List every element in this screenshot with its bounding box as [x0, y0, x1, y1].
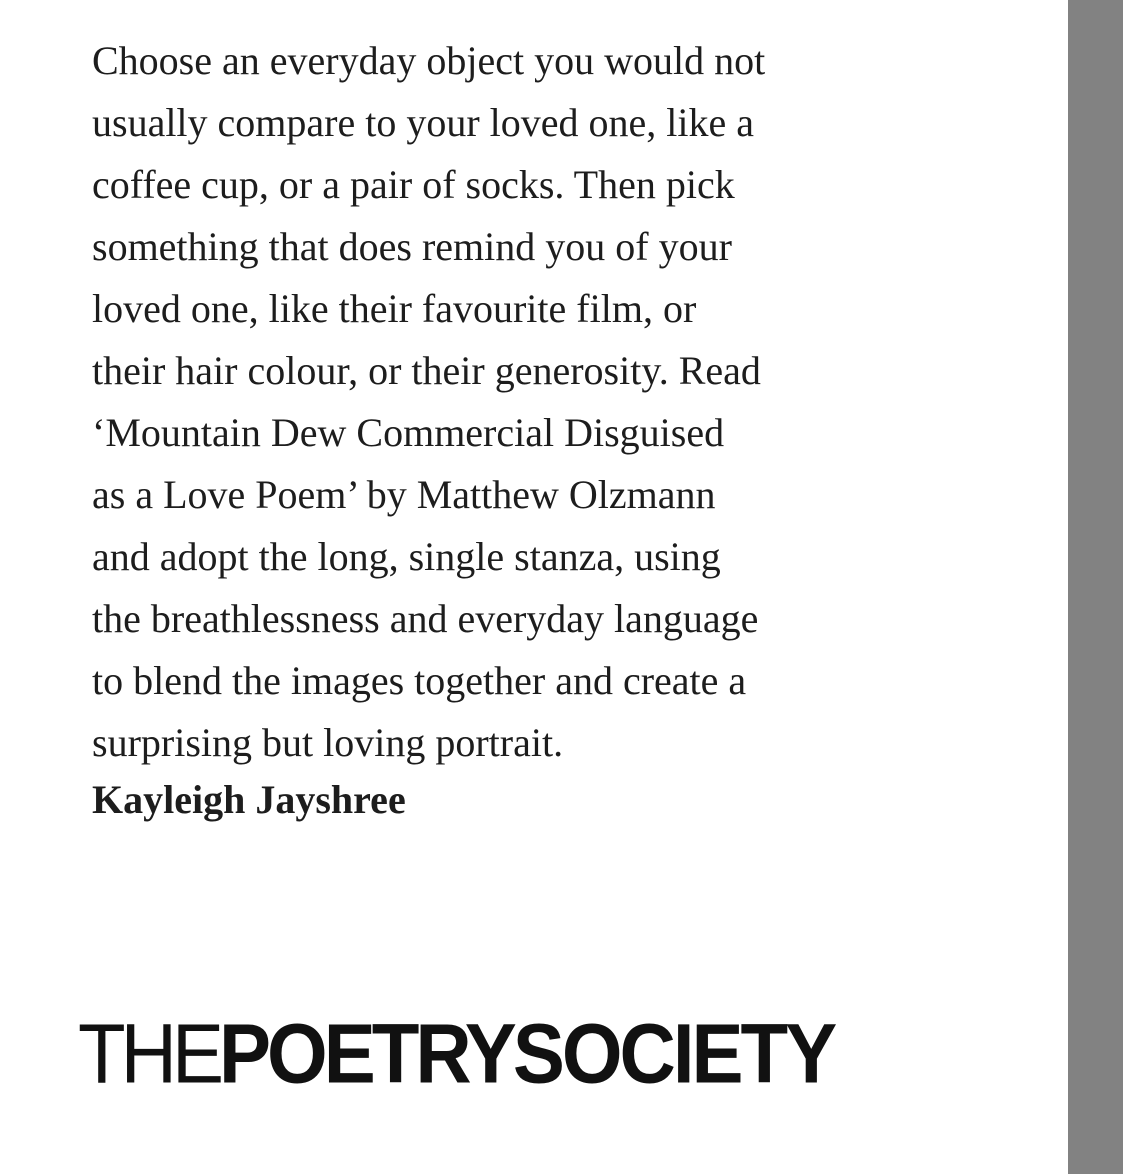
prompt-line: usually compare to your loved one, like a	[92, 100, 755, 145]
side-gutter	[1068, 0, 1123, 1174]
poem-prompt-text	[92, 30, 952, 774]
author-name: Kayleigh Jayshree	[92, 777, 406, 822]
logo-word-the: THE	[78, 1005, 219, 1101]
prompt-line: their hair colour, or their generosity. Read	[92, 348, 761, 393]
prompt-line: as a Love Poem’ by Matthew Olzmann	[92, 472, 716, 517]
prompt-line: the breathlessness and everyday language	[92, 596, 759, 641]
logo-word-society: SOCIETY	[512, 1005, 835, 1101]
prompt-line: loved one, like their favourite film, or	[92, 286, 697, 331]
prompt-line: surprising but loving portrait.	[92, 720, 564, 765]
prompt-line: and adopt the long, single stanza, using	[92, 534, 721, 579]
poetry-society-logo	[78, 1005, 835, 1101]
prompt-line: coffee cup, or a pair of socks. Then pick	[92, 162, 735, 207]
prompt-line: Choose an everyday object you would not	[92, 38, 766, 83]
prompt-line: to blend the images together and create a	[92, 658, 747, 703]
logo-word-poetry: POETRY	[219, 1005, 513, 1101]
prompt-line: something that does remind you of your	[92, 224, 732, 269]
prompt-line: ‘Mountain Dew Commercial Disguised	[92, 410, 725, 455]
